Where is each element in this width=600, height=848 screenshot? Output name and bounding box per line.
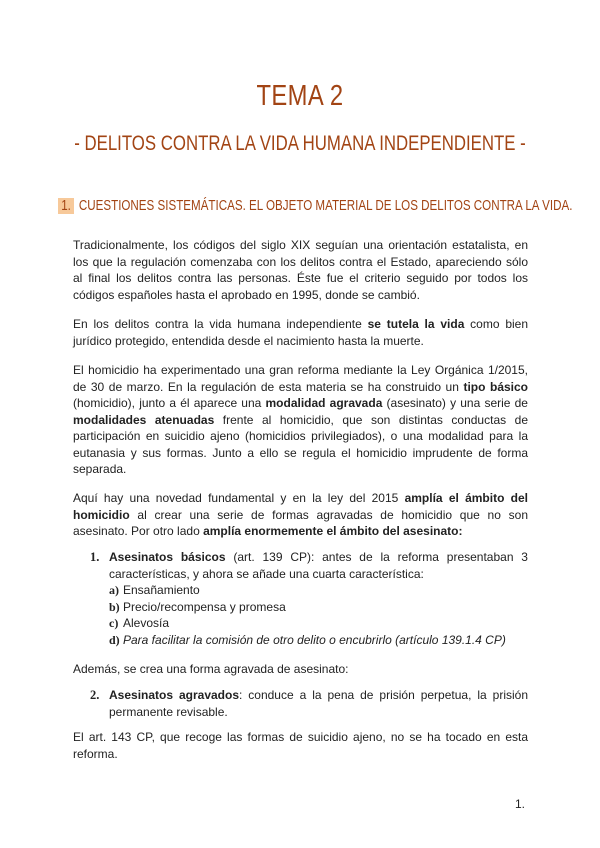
document-title: TEMA 2 [256, 80, 344, 112]
paragraph-4-bold: amplía el ámbito del homicidio [73, 491, 528, 522]
sub-list-text: Alevosía [123, 616, 170, 630]
paragraph-4-text: Aquí hay una novedad fundamental y en la ley del 2015 [73, 491, 405, 505]
paragraph-2-text: En los delitos contra la vida humana independiente [73, 317, 368, 331]
section-number: 1. [58, 198, 74, 214]
paragraph-3 [73, 362, 528, 478]
paragraph-6: El art. 143 CP, que recoge las formas de suicidio ajeno, no se ha tocado en esta reforma. [73, 730, 528, 761]
list-marker: 2. [90, 688, 100, 702]
sub-list-text: Para facilitar la comisión de otro delito o encubrirlo (artículo 139.1.4 CP) [123, 632, 506, 647]
paragraph-2-bold: se tutela la vida [367, 317, 465, 331]
numbered-list-1 [90, 549, 528, 648]
sub-list-marker: a) [109, 583, 119, 597]
sub-list-item [109, 615, 528, 632]
sub-list-text: Precio/recompensa y promesa [123, 599, 286, 614]
list-item [90, 549, 528, 582]
sub-list [109, 582, 528, 648]
paragraph-2-text-end: como bien jurídico protegido, entendida desde el nacimiento hasta la muerte. [73, 317, 529, 348]
sub-list-marker: b) [109, 599, 120, 614]
list-marker: 1. [90, 550, 100, 564]
sub-list-item [109, 599, 528, 616]
list-item-body [109, 549, 528, 582]
paragraph-3-bold-modalidad-agravada: modalidad agravada [265, 396, 383, 410]
paragraph-3-text: (asesinato) y una serie de [382, 396, 528, 410]
page-number: 1. [514, 797, 525, 811]
sub-list-marker: d) [109, 632, 120, 647]
list-item-bold: Asesinatos agravados [109, 688, 239, 702]
paragraph-3-text: El homicidio ha experimentado una gran reforma mediante la Ley Orgánica 1/2015, de 30 de marzo. En la regulación de esta materia se ha construido un [73, 363, 528, 394]
list-item-text: : conduce a la pena de prisión perpetua, la prisión permanente revisable. [109, 688, 528, 719]
sub-list-marker: c) [109, 616, 119, 630]
list-item-text: (art. 139 CP): antes de la reforma presentaban 3 características, y ahora se añade una cuarta característica: [109, 550, 528, 581]
paragraph-3-bold-tipo-basico: tipo básico [463, 379, 528, 394]
paragraph-3-text: frente al homicidio, que son distintas conductas de participación en suicidio ajeno (homicidios privilegiados), o una modalidad para la eutanasia y sus formas. Junto a ello se regula el homicidio imprudente de forma separada. [73, 412, 528, 476]
paragraph-2 [73, 316, 528, 349]
section-heading [58, 198, 573, 214]
paragraph-4-text: al crear una serie de formas agravadas de homicidio que no son asesinato. Por otro lado [73, 507, 528, 538]
paragraph-4-bold-end: amplía enormemente el ámbito del asesinato: [203, 524, 463, 538]
document-subtitle: - DELITOS CONTRA LA VIDA HUMANA INDEPENDIENTE - [74, 132, 526, 155]
sub-list-item [109, 632, 528, 649]
section-title: CUESTIONES SISTEMÁTICAS. EL OBJETO MATERIAL DE LOS DELITOS CONTRA LA VIDA. [78, 198, 573, 214]
paragraph-4 [73, 490, 528, 540]
paragraph-5: Además, se crea una forma agravada de asesinato: [73, 662, 349, 676]
paragraph-3-text: (homicidio), junto a él aparece una [73, 396, 266, 410]
numbered-list-2 [90, 687, 528, 720]
list-item-bold: Asesinatos básicos [109, 550, 226, 564]
sub-list-text: Ensañamiento [123, 583, 200, 597]
paragraph-3-bold-modalidades-atenuadas: modalidades atenuadas [73, 412, 215, 427]
list-item-body [109, 687, 528, 720]
paragraph-1: Tradicionalmente, los códigos del siglo XIX seguían una orientación estatalista, en los que la regulación comenzaba con los delitos contra el Estado, apareciendo sólo al final los delitos contra las personas. Éste fue el criterio seguido por todos los códigos españoles hasta el aprobado en 1995, donde se cambió. [73, 238, 528, 302]
sub-list-item [109, 582, 528, 599]
